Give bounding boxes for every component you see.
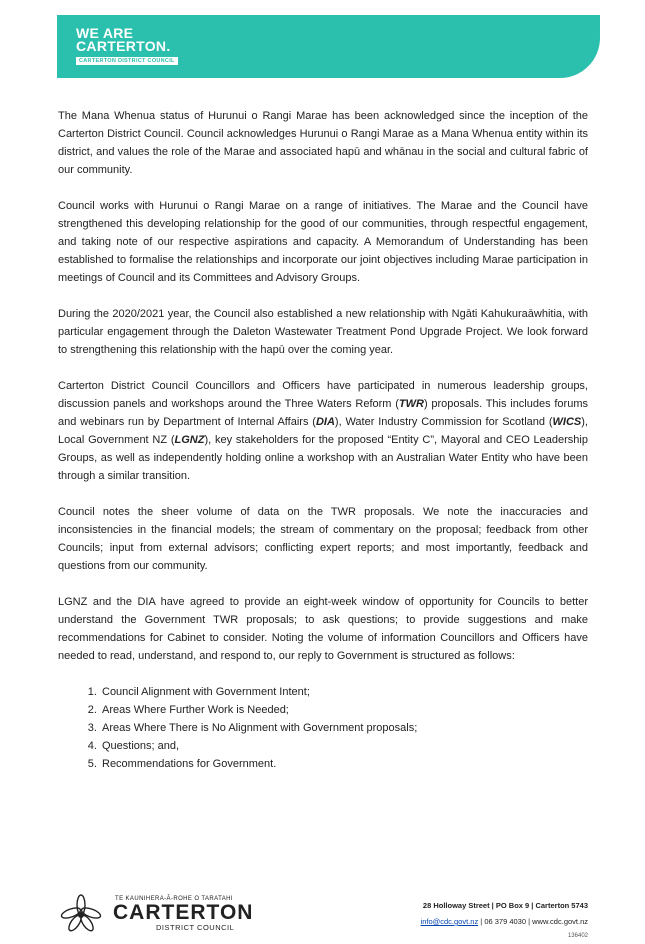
list-item: 1. Council Alignment with Government Intent; xyxy=(100,683,588,701)
logo-line1: WE ARE xyxy=(76,25,134,41)
flower-emblem-icon xyxy=(58,893,104,934)
abbr-twr: TWR xyxy=(398,398,424,410)
contact-line xyxy=(421,914,588,930)
abbr-lgnz: LGNZ xyxy=(174,434,205,446)
email-link[interactable]: info@cdc.govt.nz xyxy=(420,917,479,926)
list-item: 4. Questions; and, xyxy=(100,737,588,755)
list-item: 3. Areas Where There is No Alignment with Government proposals; xyxy=(100,719,588,737)
maori-council-name: TE KAUNIHERA-Ā-ROHE O TARATAHI xyxy=(115,896,233,902)
footer-council-logo xyxy=(58,893,254,934)
carterton-wordmark: CARTERTON xyxy=(113,901,254,924)
list-item: 2. Areas Where Further Work is Needed; xyxy=(100,701,588,719)
paragraph-mana-whenua: The Mana Whenua status of Hurunui o Rangi Marae has been acknowledged since the inception of the Carterton District Council. Council acknowledges Hurunui o Rangi Marae as a Mana Whenua entity within its district, and values the role of the Marae and associated hapū and whānau in the social and cultural fabric of our community. xyxy=(58,110,588,176)
paragraph-marae-initiatives: Council works with Hurunui o Rangi Marae on a range of initiatives. The Marae and the Council have strengthened this developing relationship for the good of our communities, through respectful engagement, and taking note of our respective aspirations and capacity. A Memorandum of Understanding has been established to formalise the relationships and incorporate our joint objectives including Marae participation in meetings of Council and its Committees and Advisory Groups. xyxy=(58,200,588,284)
paragraph-data-volume: Council notes the sheer volume of data on the TWR proposals. We note the inaccuracies and inconsistencies in the financial models; the stream of commentary on the proposal; feedback from other Councils; input from external advisors; conflicting expert reports; and most importantly, feedback and questions from our community. xyxy=(58,506,588,572)
list-item: 5. Recommendations for Government. xyxy=(100,755,588,773)
we-are-carterton-logo xyxy=(76,27,171,53)
logo-line2: CARTERTON. xyxy=(76,38,171,54)
document-reference: 136402 xyxy=(567,933,588,939)
structure-list xyxy=(58,683,588,773)
header-banner xyxy=(57,15,600,78)
abbr-dia: DIA xyxy=(315,416,335,428)
phone-web: | 06 379 4030 | www.cdc.govt.nz xyxy=(478,917,588,926)
letter-body xyxy=(58,107,588,773)
paragraph-ngati-kahukuraawhitia: During the 2020/2021 year, the Council also established a new relationship with Ngāti Kahukuraāwhitia, with particular engagement through the Daleton Wastewater Treatment Pond Upgrade Project. We look forward to strengthening this relationship with the hapū over the coming year. xyxy=(58,308,588,356)
paragraph-structure: LGNZ and the DIA have agreed to provide an eight-week window of opportunity for Councils to better understand the Government TWR proposals; to ask questions; to provide suggestions and make recommendations for Cabinet to consider. Noting the volume of information Councillors and Officers have needed to read, understand, and respond to, our reply to Government is structured as follows: xyxy=(58,596,588,662)
footer-contact xyxy=(420,898,588,939)
abbr-wics: WICS xyxy=(552,416,582,428)
district-council-label: DISTRICT COUNCIL xyxy=(156,923,235,932)
logo-subtitle: CARTERTON DISTRICT COUNCIL xyxy=(76,57,178,65)
paragraph-twr-participation: Carterton District Council Councillors and Officers have participated in numerous leadership groups, discussion panels and workshops around the Three Waters Reform (TWR) proposals. This includes forums and webinars run by Department of Internal Affairs (DIA), Water Industry Commission for Scotland (WICS), Local Government NZ (LGNZ), key stakeholders for the proposed “Entity C”, Mayoral and CEO Leadership Groups, as well as independently holding online a workshop with an Australian Water Entity who have been through a similar transition. xyxy=(58,380,588,482)
postal-address: 28 Holloway Street | PO Box 9 | Carterton 5743 xyxy=(422,901,588,910)
